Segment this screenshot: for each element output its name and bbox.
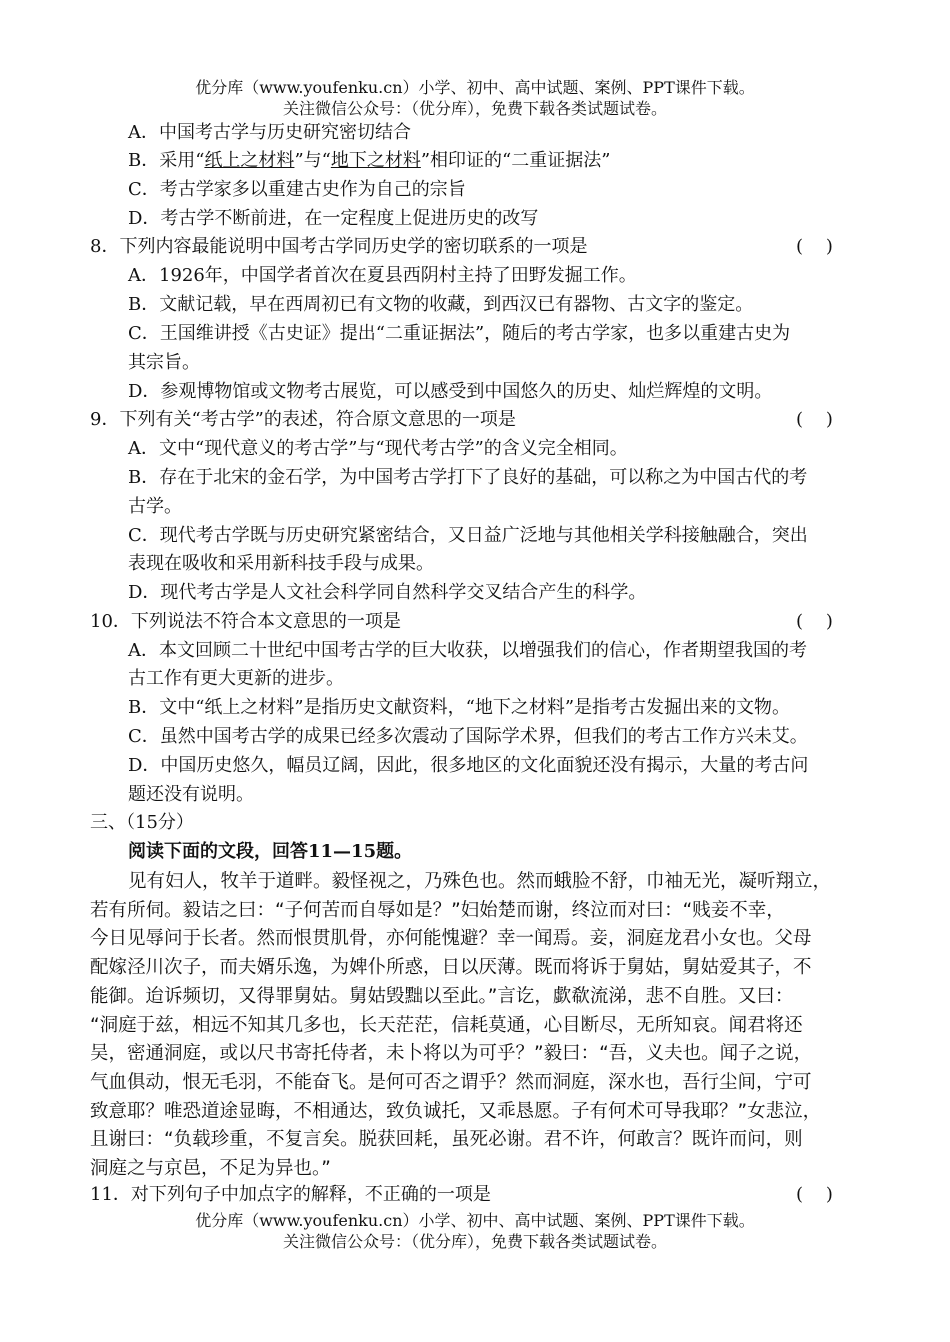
q7-option-b-suffix: ”相印证的“二重证据法” — [420, 150, 611, 171]
passage-line: 吴，密通洞庭，或以尺书寄托侍者，未卜将以为可乎？”毅曰：“吾，义夫也。闻子之说， — [90, 1043, 813, 1064]
q9-answer-blank: ( ) — [796, 409, 833, 430]
passage-line: 若有所伺。毅诘之曰：“子何苦而自辱如是？”妇始楚而谢，终泣而对曰：“贱妾不幸， — [90, 900, 785, 921]
q7-option-b-prefix: B．采用“ — [128, 150, 205, 171]
q8-answer-blank: ( ) — [796, 236, 833, 257]
q10-option-d-line2: 题还没有说明。 — [128, 784, 254, 805]
q10-option-a-line1: A．本文回顾二十世纪中国考古学的巨大收获，以增强我们的信心，作者期望我国的考 — [128, 640, 807, 661]
q11-stem: 11．对下列句子中加点字的解释，不正确的一项是 — [90, 1184, 491, 1205]
q10-option-b: B．文中“纸上之材料”是指历史文献资料，“地下之材料”是指考古发掘出来的文物。 — [128, 697, 791, 718]
passage-line: 致意耶？唯恐道途显晦，不相通达，致负诚托，又乖恳愿。子有何术可导我耶？”女悲泣， — [90, 1101, 822, 1122]
header-line-2: 关注微信公众号：（优分库），免费下载各类试题试卷。 — [282, 99, 667, 118]
q7-option-a: A．中国考古学与历史研究密切结合 — [128, 122, 411, 143]
passage-line: 配嫁泾川次子，而夫婿乐逸，为婢仆所惑，日以厌薄。既而将诉于舅姑，舅姑爱其子，不 — [90, 957, 812, 978]
header-line-1: 优分库（www.youfenku.cn）小学、初中、高中试题、案例、PPT课件下载。 — [195, 78, 755, 97]
q9-option-b-line1: B．存在于北宋的金石学，为中国考古学打下了良好的基础，可以称之为中国古代的考 — [128, 467, 808, 488]
q10-stem: 10．下列说法不符合本文意思的一项是 — [90, 611, 401, 632]
section-3-title: 三、（15分） — [90, 812, 194, 833]
q8-option-d: D．参观博物馆或文物考古展览，可以感受到中国悠久的历史、灿烂辉煌的文明。 — [128, 381, 773, 402]
q7-term-paper-material: 纸上之材料 — [204, 150, 295, 171]
q9-option-d: D．现代考古学是人文社会科学同自然科学交叉结合产生的科学。 — [128, 582, 647, 603]
q10-option-c: C．虽然中国考古学的成果已经多次震动了国际学术界，但我们的考古工作方兴未艾。 — [128, 726, 808, 747]
passage-line: 且谢曰：“负载珍重，不复言矣。脱获回耗，虽死必谢。君不许，何敢言？既许而问，则 — [90, 1129, 803, 1150]
q10-option-a-line2: 古工作有更大更新的进步。 — [128, 668, 344, 689]
q8-stem: 8．下列内容最能说明中国考古学同历史学的密切联系的一项是 — [90, 236, 588, 257]
passage-line: 气血俱动，恨无毛羽，不能奋飞。是何可否之谓乎？然而洞庭，深水也，吾行尘间，宁可 — [90, 1072, 812, 1093]
q9-stem: 9．下列有关“考古学”的表述，符合原文意思的一项是 — [90, 409, 516, 430]
passage-line: 洞庭之与京邑，不足为异也。” — [90, 1158, 331, 1179]
q8-option-b: B．文献记载，早在西周初已有文物的收藏，到西汉已有器物、古文字的鉴定。 — [128, 294, 754, 315]
q9-option-b-line2: 古学。 — [128, 496, 182, 517]
q7-option-c: C．考古学家多以重建古史作为自己的宗旨 — [128, 179, 466, 200]
q10-option-d-line1: D．中国历史悠久，幅员辽阔，因此，很多地区的文化面貌还没有揭示，大量的考古问 — [128, 755, 809, 776]
section-3-instruction: 阅读下面的文段，回答11—15题。 — [128, 841, 413, 862]
q9-option-c-line2: 表现在吸收和采用新科技手段与成果。 — [128, 553, 434, 574]
passage-line: 今日见辱问于长者。然而恨贯肌骨，亦何能愧避？幸一闻焉。妾，洞庭龙君小女也。父母 — [90, 928, 812, 949]
passage-line: 能御。迨诉频切，又得罪舅姑。舅姑毁黜以至此。”言讫，歔欷流涕，悲不自胜。又曰： — [90, 986, 794, 1007]
q10-answer-blank: ( ) — [796, 611, 833, 632]
q11-answer-blank: ( ) — [796, 1184, 833, 1205]
q7-option-d: D．考古学不断前进，在一定程度上促进历史的改写 — [128, 208, 539, 229]
passage-line: 见有妇人，牧羊于道畔。毅怪视之，乃殊色也。然而蛾脸不舒，巾袖无光，凝听翔立， — [128, 871, 832, 892]
q8-option-a: A．1926年，中国学者首次在夏县西阴村主持了田野发掘工作。 — [128, 265, 637, 286]
footer-line-2: 关注微信公众号：（优分库），免费下载各类试题试卷。 — [282, 1232, 667, 1251]
footer-line-1: 优分库（www.youfenku.cn）小学、初中、高中试题、案例、PPT课件下载。 — [195, 1211, 755, 1230]
q7-option-b — [128, 148, 610, 174]
q7-option-b-mid: ”与“ — [294, 150, 331, 171]
q8-option-c-line1: C．王国维讲授《古史证》提出“二重证据法”，随后的考古学家，也多以重建古史为 — [128, 323, 791, 344]
passage-line: “洞庭于兹，相远不知其几多也，长天茫茫，信耗莫通，心目断尽，无所知哀。闻君将还 — [90, 1015, 803, 1036]
q9-option-c-line1: C．现代考古学既与历史研究紧密结合，又日益广泛地与其他相关学科接触融合，突出 — [128, 525, 808, 546]
q7-term-underground-material: 地下之材料 — [330, 150, 421, 171]
q9-option-a: A．文中“现代意义的考古学”与“现代考古学”的含义完全相同。 — [128, 438, 628, 459]
q8-option-c-line2: 其宗旨。 — [128, 352, 200, 373]
